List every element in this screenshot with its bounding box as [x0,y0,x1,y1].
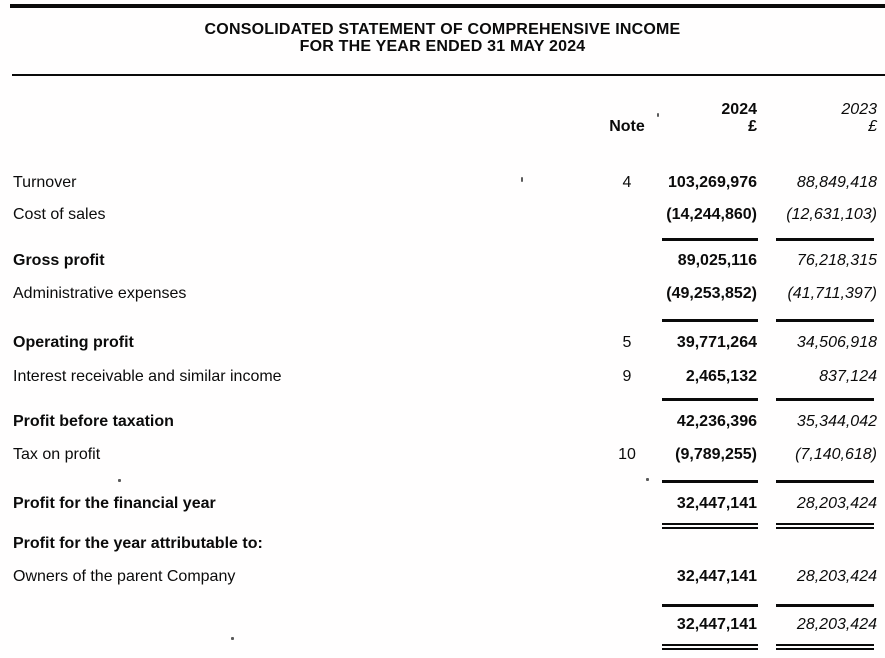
row-gross-profit [13,251,877,271]
scan-speck [118,479,121,482]
row-operating-profit [13,333,877,353]
note-ref: 4 [622,174,632,191]
row-profit-before-taxation [13,412,877,432]
title-underline-rule [12,74,885,76]
double-rule-2023-column [776,644,874,650]
column-header-2023: 2023 [841,101,877,118]
currency-symbol-2024: £ [748,118,757,135]
double-rule-profit-for-year [0,523,885,529]
row-label: Profit for the year attributable to: [13,535,263,552]
value-2024: 39,771,264 [676,334,757,351]
value-2024: 32,447,141 [676,616,757,633]
rule-above-operating-profit [0,319,885,322]
row-label: Turnover [13,174,77,191]
value-2024: 42,236,396 [676,413,757,430]
value-2023: 28,203,424 [796,616,877,633]
row-label: Profit before taxation [13,413,174,430]
value-2023: 88,849,418 [796,174,877,191]
rule-2023-column [776,319,874,322]
value-2024: (9,789,255) [675,446,757,463]
row-cost-of-sales [13,205,877,225]
value-2023: 35,344,042 [796,413,877,430]
rule-2024-column [662,238,758,241]
scan-speck [657,113,659,117]
value-2023: 28,203,424 [796,495,877,512]
page-top-rule [10,4,885,8]
column-header-note: Note [609,118,645,135]
row-administrative-expenses [13,284,877,304]
value-2024: (49,253,852) [666,285,757,302]
row-turnover [13,173,877,193]
value-2024: 103,269,976 [668,174,757,191]
row-label: Interest receivable and similar income [13,368,282,385]
rule-2023-column [776,398,874,401]
rule-2024-column [662,604,758,607]
value-2023: (7,140,618) [795,446,877,463]
rule-2023-column [776,604,874,607]
statement-title-line2: FOR THE YEAR ENDED 31 MAY 2024 [299,38,586,55]
value-2023: 76,218,315 [796,252,877,269]
rule-above-profit-before-taxation [0,398,885,401]
value-2023: (41,711,397) [787,285,877,302]
row-label: Administrative expenses [13,285,187,302]
rule-above-profit-for-year [0,480,885,483]
scan-speck [646,478,649,481]
note-ref: 5 [622,334,632,351]
row-attribution-heading [13,534,877,554]
double-rule-2024-column [662,523,758,529]
statement-title [0,21,885,55]
row-label: Gross profit [13,252,105,269]
double-rule-2023-column [776,523,874,529]
row-profit-for-financial-year [13,494,877,514]
rule-2024-column [662,480,758,483]
row-label: Operating profit [13,334,134,351]
double-rule-attributed-total [0,644,885,650]
row-interest-receivable [13,367,877,387]
rule-2024-column [662,319,758,322]
note-ref: 9 [622,368,632,385]
value-2024: 32,447,141 [676,568,757,585]
row-label: Cost of sales [13,206,106,223]
scan-speck [521,177,523,182]
currency-symbol-2023: £ [868,118,877,135]
row-attributed-total [13,615,877,635]
value-2023: 837,124 [819,368,877,385]
column-header-currency [13,117,877,137]
rule-above-attributed-total [0,604,885,607]
rule-2023-column [776,480,874,483]
row-label: Owners of the parent Company [13,568,236,585]
row-tax-on-profit [13,445,877,465]
value-2024: 89,025,116 [677,252,757,269]
value-2024: (14,244,860) [666,206,757,223]
rule-2023-column [776,238,874,241]
value-2024: 32,447,141 [676,495,757,512]
rule-above-gross-profit [0,238,885,241]
value-2023: 28,203,424 [796,568,877,585]
scan-speck [231,637,234,640]
row-label: Profit for the financial year [13,495,216,512]
rule-2024-column [662,398,758,401]
column-header-2024: 2024 [721,101,757,118]
double-rule-2024-column [662,644,758,650]
value-2024: 2,465,132 [685,368,757,385]
row-label: Tax on profit [13,446,101,463]
note-ref: 10 [618,446,636,463]
statement-title-line1: CONSOLIDATED STATEMENT OF COMPREHENSIVE INCOME [204,21,681,38]
row-owners-of-parent [13,567,877,587]
value-2023: (12,631,103) [786,206,877,223]
value-2023: 34,506,918 [796,334,877,351]
